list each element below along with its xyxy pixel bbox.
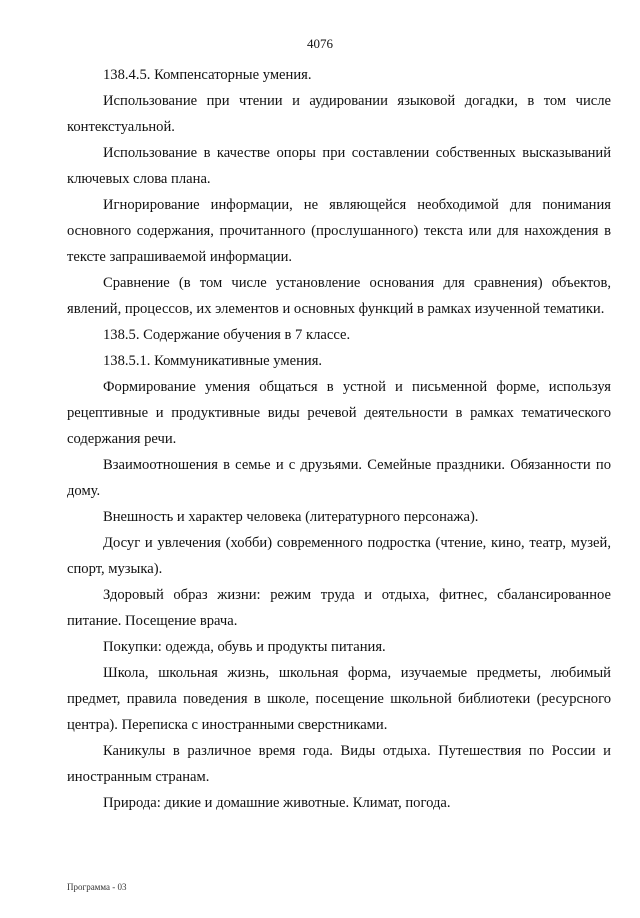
paragraph: Использование при чтении и аудировании языковой догадки, в том числе контекстуальной. [67,93,611,135]
page-number: 4076 [307,36,333,51]
paragraph: Школа, школьная жизнь, школьная форма, изучаемые предметы, любимый предмет, правила поведения в школе, посещение школьной библиотеки (ресурсного центра). Переписка с иностранными сверстниками. [67,665,611,733]
document-body [67,62,611,816]
paragraph: Взаимоотношения в семье и с друзьями. Семейные праздники. Обязанности по дому. [67,457,611,499]
paragraph: Природа: дикие и домашние животные. Климат, погода. [103,795,451,811]
paragraph: Сравнение (в том числе установление основания для сравнения) объектов, явлений, процессов, их элементов и основных функций в рамках изученной тематики. [67,275,611,317]
paragraph: Формирование умения общаться в устной и письменной форме, используя рецептивные и продуктивные виды речевой деятельности в рамках тематического содержания речи. [67,379,611,447]
paragraph: Внешность и характер человека (литературного персонажа). [103,509,479,525]
section-heading: 138.5. Содержание обучения в 7 классе. [103,327,351,343]
footer-label: Программа - 03 [67,882,127,892]
paragraph: Каникулы в различное время года. Виды отдыха. Путешествия по России и иностранным странам. [67,743,611,785]
paragraph: Досуг и увлечения (хобби) современного подростка (чтение, кино, театр, музей, спорт, музыка). [67,535,611,577]
subsection-heading: 138.5.1. Коммуникативные умения. [103,353,323,369]
paragraph: Игнорирование информации, не являющейся необходимой для понимания основного содержания, прочитанного (прослушанного) текста или для нахождения в тексте запрашиваемой информации. [67,197,611,265]
paragraph: Здоровый образ жизни: режим труда и отдыха, фитнес, сбалансированное питание. Посещение врача. [67,587,611,629]
paragraph: Покупки: одежда, обувь и продукты питания. [103,639,386,655]
paragraph: 138.4.5. Компенсаторные умения. [103,67,312,83]
paragraph: Использование в качестве опоры при составлении собственных высказываний ключевых слова плана. [67,145,611,187]
